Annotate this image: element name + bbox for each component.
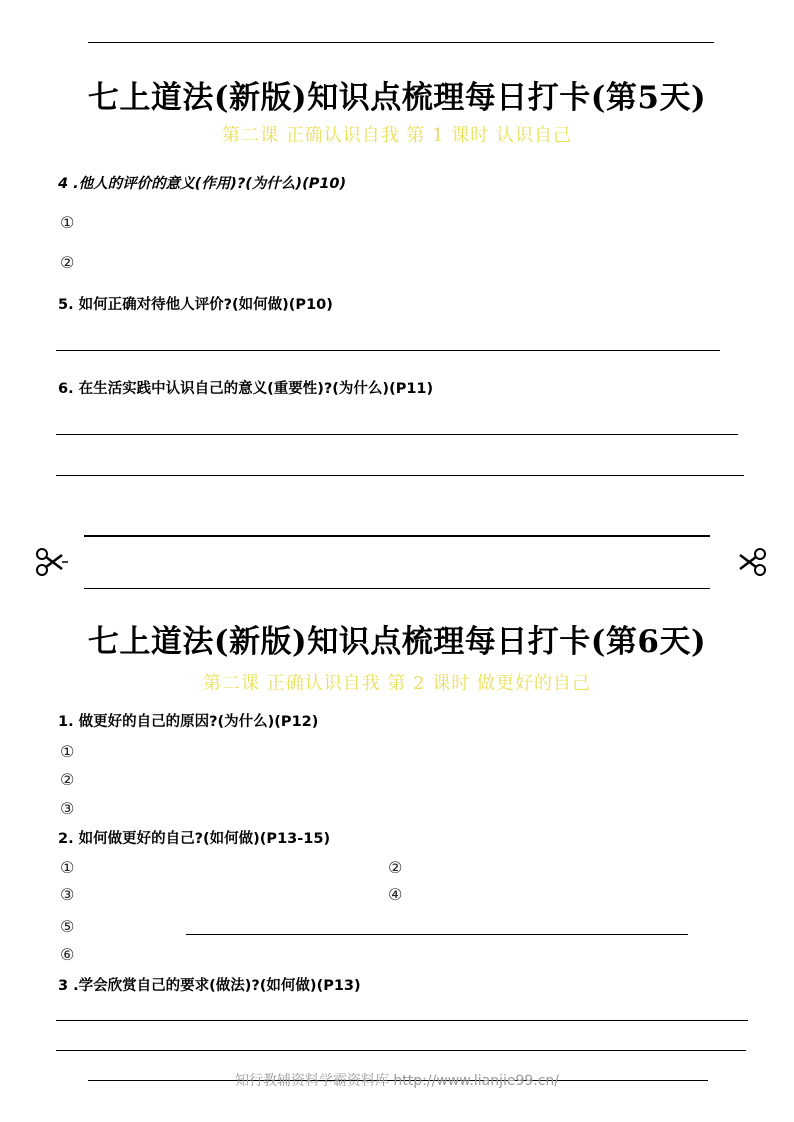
answer-mark-5: ⑤ [60,917,75,936]
answer-line [56,1020,748,1021]
answer-mark-2: ② [60,770,75,789]
answer-mark-2: ② [388,858,403,877]
page-title-day6: 七上道法(新版)知识点梳理每日打卡(第6天) [87,624,707,660]
question-3: 3 .学会欣赏自己的要求(做法)?(如何做)(P13) [58,978,361,994]
scissors-icon [734,545,768,579]
answer-mark-4: ④ [388,885,403,904]
answer-line [56,350,720,351]
question-6: 6. 在生活实践中认识自己的意义(重要性)?(为什么)(P11) [58,381,434,397]
answer-mark-1: ① [60,742,75,761]
answer-mark-3: ③ [60,799,75,818]
answer-mark-6: ⑥ [60,945,75,964]
scissors-icon [34,545,68,579]
cut-line-bottom [84,588,710,589]
lesson-subtitle-day6: 第二课 正确认识自我 第 2 课时 做更好的自己 [202,673,592,694]
question-4: 4 .他人的评价的意义(作用)?(为什么)(P10) [58,176,347,192]
footer-watermark: 知行教辅资料学霸资料库 http://www.lianjie99.cn/ [234,1073,560,1089]
cut-line-top [84,535,710,537]
question-1: 1. 做更好的自己的原因?(为什么)(P12) [58,714,319,730]
page-title-day5: 七上道法(新版)知识点梳理每日打卡(第5天) [87,80,707,116]
answer-mark-1: ① [60,858,75,877]
answer-mark-2: ② [60,253,75,272]
answer-line [56,434,738,435]
question-2: 2. 如何做更好的自己?(如何做)(P13-15) [58,831,331,847]
answer-line [186,934,688,935]
answer-line [56,1050,746,1051]
answer-mark-3: ③ [60,885,75,904]
top-rule [88,42,714,43]
question-5: 5. 如何正确对待他人评价?(如何做)(P10) [58,297,333,313]
lesson-subtitle-day5: 第二课 正确认识自我 第 1 课时 认识自己 [221,125,573,146]
answer-line [56,475,744,476]
answer-mark-1: ① [60,213,75,232]
